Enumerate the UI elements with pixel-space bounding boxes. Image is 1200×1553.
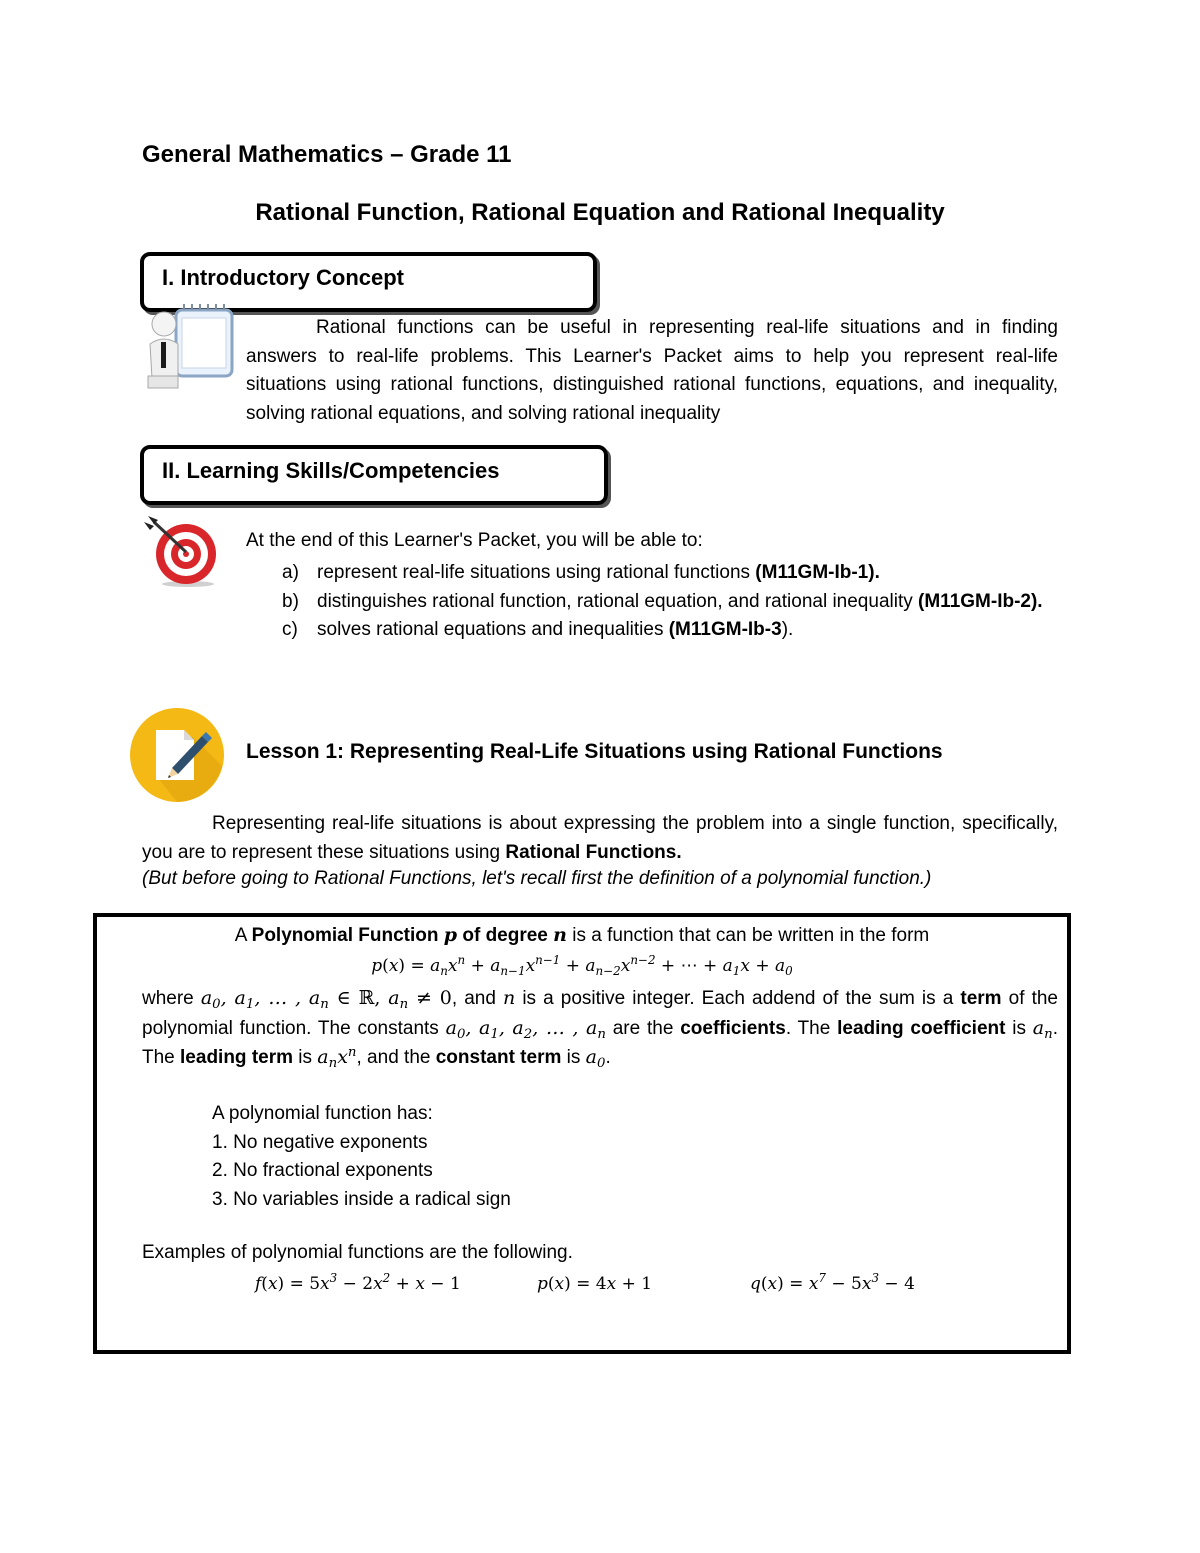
list-item-text: distinguishes rational function, rational equation, and rational inequality xyxy=(317,590,919,612)
lesson-note: (But before going to Rational Functions, let's recall first the definition of a polynomial function.) xyxy=(142,868,932,889)
list-item-text: solves rational equations and inequalities xyxy=(317,619,669,641)
def-text: , and the xyxy=(356,1047,436,1069)
target-dart-icon xyxy=(140,512,220,588)
def-text: . The xyxy=(785,1017,838,1039)
constants-list: $a_0$, $a_1$, $a_2$, … , $a_n$ xyxy=(445,1016,606,1042)
document-subtitle: Rational Function, Rational Equation and Rational Inequality xyxy=(255,199,945,226)
def-bold: term xyxy=(960,988,1002,1009)
def-text: are the xyxy=(605,1017,681,1039)
rules-title: A polynomial function has: xyxy=(212,1103,433,1124)
def-text: of the polynomial function. The constants xyxy=(142,988,1058,1039)
def-term: Polynomial Function xyxy=(251,925,444,946)
def-text: is a function that can be written in the form xyxy=(566,925,930,946)
list-marker: c) xyxy=(282,619,298,641)
example-p: p(x) = 4x + 1 xyxy=(537,1274,653,1294)
coefficient-condition: $a_0$, $a_1$, … , $a_n$ ∈ ℝ, $a_n \ne 0$ xyxy=(200,987,452,1012)
def-text: . xyxy=(605,1047,611,1069)
def-bold: constant term xyxy=(435,1047,562,1069)
intro-paragraph xyxy=(246,314,1058,429)
document-title: General Mathematics – Grade 11 xyxy=(142,141,512,168)
list-item xyxy=(246,559,1058,588)
lesson-paragraph-bold: Rational Functions. xyxy=(505,841,682,863)
def-text: is xyxy=(1005,1017,1033,1039)
leading-term-symbol: $a_nx^n$ xyxy=(317,1045,357,1072)
def-var-n: n xyxy=(553,924,567,946)
var-n: n xyxy=(503,987,516,1009)
list-marker: a) xyxy=(282,562,299,583)
competency-code: (M11GM-Ib-3 xyxy=(668,619,782,641)
lesson-paragraph-text: Representing real-life situations is about expressing the problem into a single function, specifically, you are to represent these situations using xyxy=(142,813,1058,863)
intro-paragraph-text: Rational functions can be useful in representing real-life situations and in finding answers to real-life problems. This Learner's Packet aims to help you represent real-life situations using rational functions, distinguished rational functions, equations, and inequality, solving rational equations, and solving rational inequality xyxy=(246,317,1058,425)
list-item-tail: ). xyxy=(781,619,794,641)
list-marker: b) xyxy=(282,590,299,612)
def-text: . The xyxy=(142,1017,1058,1069)
leading-coefficient-symbol: $a_n$ xyxy=(1032,1016,1053,1042)
definition-heading xyxy=(93,924,1071,947)
competency-code: (M11GM-Ib-2). xyxy=(918,590,1043,612)
polynomial-rules xyxy=(212,1100,511,1215)
examples-intro: Examples of polynomial functions are the following. xyxy=(142,1242,573,1263)
def-text: , and xyxy=(451,988,503,1009)
list-item-text: represent real-life situations using rational functions xyxy=(317,562,756,583)
definition-body xyxy=(142,984,1058,1073)
def-text: is xyxy=(293,1047,318,1069)
constant-term-symbol: $a_0$ xyxy=(585,1046,606,1072)
skills-list xyxy=(246,559,1058,645)
rule-item: 3. No variables inside a radical sign xyxy=(212,1189,511,1211)
list-item xyxy=(246,616,1058,645)
def-term: of degree xyxy=(457,925,554,946)
skills-intro: At the end of this Learner's Packet, you will be able to: xyxy=(246,530,703,551)
note-pen-icon xyxy=(128,706,226,804)
competency-code: (M11GM-Ib-1). xyxy=(755,562,880,583)
section-heading-skills: II. Learning Skills/Competencies xyxy=(140,445,608,505)
list-item xyxy=(246,588,1058,617)
def-var-p: p xyxy=(443,924,458,946)
def-text: where xyxy=(142,988,201,1009)
def-text: is a positive integer. Each addend of the sum is a xyxy=(515,988,961,1009)
def-text: A xyxy=(234,925,252,946)
presenter-board-icon xyxy=(140,304,238,390)
lesson-paragraph xyxy=(142,810,1058,867)
lesson-title: Lesson 1: Representing Real-Life Situations using Rational Functions xyxy=(246,740,943,763)
def-text: is xyxy=(561,1047,586,1069)
rule-item: 1. No negative exponents xyxy=(212,1131,428,1153)
example-q: $q(x) = x^7 - 5x^3 - 4$ xyxy=(750,1271,915,1294)
def-bold: coefficients xyxy=(680,1017,786,1039)
def-bold: leading term xyxy=(180,1047,294,1069)
def-bold: leading coefficient xyxy=(837,1017,1006,1039)
section-heading-introductory: I. Introductory Concept xyxy=(140,252,597,312)
rule-item: 2. No fractional exponents xyxy=(212,1160,433,1182)
example-f: $f(x) = 5x^3 - 2x^2 + x - 1$ xyxy=(255,1271,461,1294)
polynomial-formula: $p(x) = a_nx^n + a_{n-1}x^{n-1} + a_{n-2}x^{n-2}$ + ⋯ + $a_1x + a_0$ xyxy=(371,953,793,978)
